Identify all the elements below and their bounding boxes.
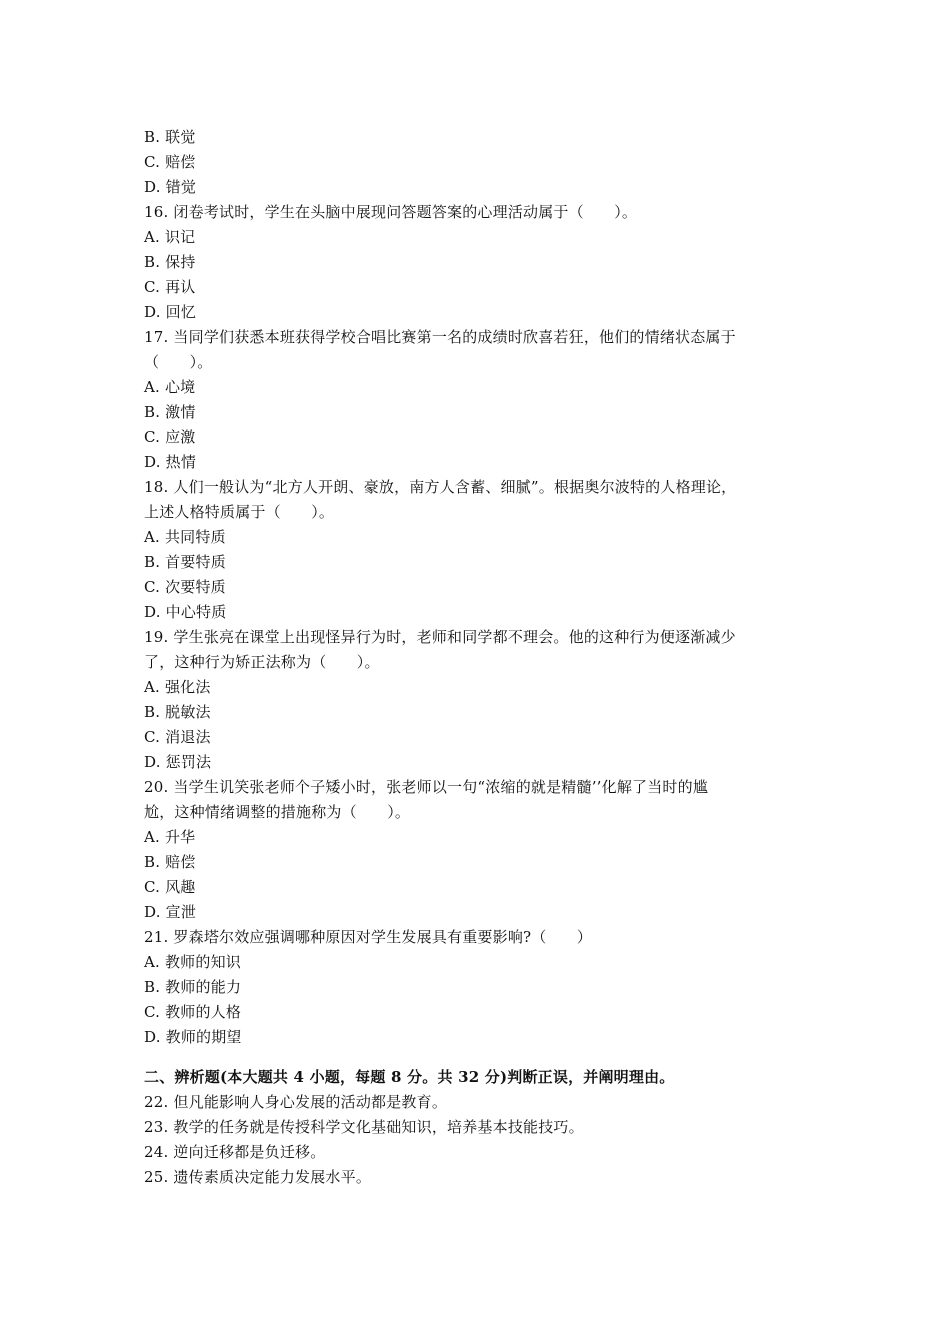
question-18: 18. 人们一般认为“北方人开朗、豪放，南方人含蓄、细腻”。根据奥尔波特的人格理论， bbox=[144, 478, 737, 496]
option-d-q16: D. 回忆 bbox=[144, 303, 197, 321]
option-a-q18: A. 共同特质 bbox=[144, 528, 226, 546]
option-d-q15: D. 错觉 bbox=[144, 178, 197, 196]
option-c-q21: C. 教师的人格 bbox=[144, 1003, 242, 1021]
question-21: 21. 罗森塔尔效应强调哪种原因对学生发展具有重要影响?（ ） bbox=[144, 928, 593, 946]
document-page bbox=[144, 125, 814, 1190]
option-c-q17: C. 应激 bbox=[144, 428, 196, 446]
option-b-q17: B. 激情 bbox=[144, 403, 196, 421]
question-24: 24. 逆向迁移都是负迁移。 bbox=[144, 1143, 326, 1161]
option-c-q16: C. 再认 bbox=[144, 278, 196, 296]
question-17: 17. 当同学们获悉本班获得学校合唱比赛第一名的成绩时欣喜若狂，他们的情绪状态属于 bbox=[144, 328, 736, 346]
question-20: 20. 当学生讥笑张老师个子矮小时，张老师以一句“浓缩的就是精髓’’化解了当时的尴 bbox=[144, 778, 709, 796]
section-heading: 二、辨析题(本大题共 4 小题，每题 8 分。共 32 分)判断正误，并阐明理由。 bbox=[144, 1068, 675, 1086]
question-23: 23. 教学的任务就是传授科学文化基础知识，培养基本技能技巧。 bbox=[144, 1118, 584, 1136]
option-c-q19: C. 消退法 bbox=[144, 728, 211, 746]
option-b-q18: B. 首要特质 bbox=[144, 553, 226, 571]
section-spacer bbox=[144, 1050, 814, 1065]
option-a-q20: A. 升华 bbox=[144, 828, 196, 846]
option-b-q20: B. 赔偿 bbox=[144, 853, 196, 871]
question-18-continued: 上述人格特质属于（ ）。 bbox=[144, 503, 335, 521]
option-b-q15: B. 联觉 bbox=[144, 128, 196, 146]
question-16: 16. 闭卷考试时，学生在头脑中展现问答题答案的心理活动属于（ ）。 bbox=[144, 203, 638, 221]
option-d-q18: D. 中心特质 bbox=[144, 603, 227, 621]
option-b-q19: B. 脱敏法 bbox=[144, 703, 211, 721]
question-17-continued: （ ）。 bbox=[144, 353, 213, 371]
question-20-continued: 尬，这种情绪调整的措施称为（ ）。 bbox=[144, 803, 411, 821]
question-19: 19. 学生张亮在课堂上出现怪异行为时，老师和同学都不理会。他的这种行为便逐渐减少 bbox=[144, 628, 736, 646]
option-d-q21: D. 教师的期望 bbox=[144, 1028, 242, 1046]
option-a-q17: A. 心境 bbox=[144, 378, 196, 396]
option-c-q18: C. 次要特质 bbox=[144, 578, 226, 596]
question-22: 22. 但凡能影响人身心发展的活动都是教育。 bbox=[144, 1093, 448, 1111]
option-d-q20: D. 宣泄 bbox=[144, 903, 197, 921]
question-25: 25. 遗传素质决定能力发展水平。 bbox=[144, 1168, 372, 1186]
option-b-q16: B. 保持 bbox=[144, 253, 196, 271]
option-c-q15: C. 赔偿 bbox=[144, 153, 196, 171]
question-19-continued: 了，这种行为矫正法称为（ ）。 bbox=[144, 653, 380, 671]
option-a-q19: A. 强化法 bbox=[144, 678, 211, 696]
option-a-q21: A. 教师的知识 bbox=[144, 953, 241, 971]
option-a-q16: A. 识记 bbox=[144, 228, 196, 246]
option-d-q17: D. 热情 bbox=[144, 453, 197, 471]
option-c-q20: C. 风趣 bbox=[144, 878, 196, 896]
option-d-q19: D. 惩罚法 bbox=[144, 753, 212, 771]
option-b-q21: B. 教师的能力 bbox=[144, 978, 242, 996]
